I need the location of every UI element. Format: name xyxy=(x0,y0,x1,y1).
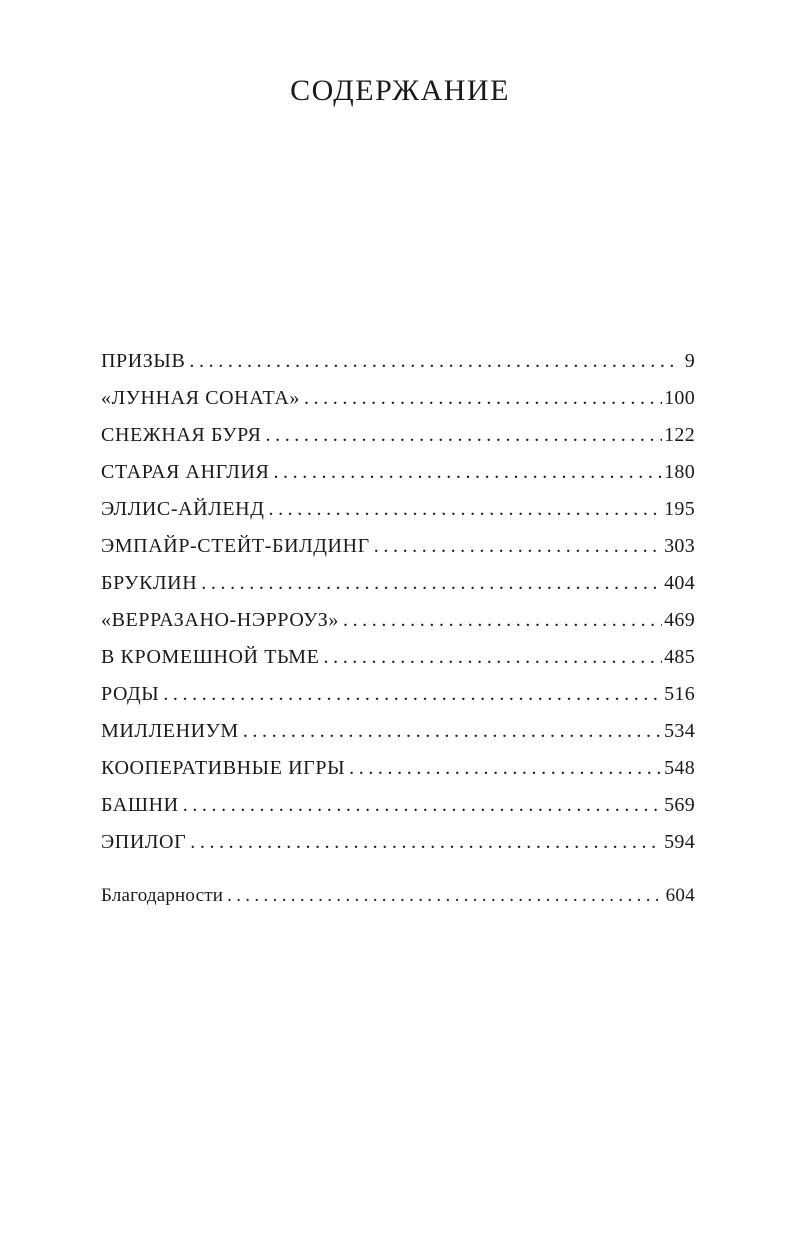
toc-entry[interactable] xyxy=(101,831,695,868)
toc-entry-page-number: 100 xyxy=(664,387,695,409)
toc-entry[interactable] xyxy=(101,757,695,794)
toc-entry-page-number: 594 xyxy=(664,831,695,853)
toc-entry[interactable] xyxy=(101,609,695,646)
toc-entry-page-number: 534 xyxy=(664,720,695,742)
toc-entry-label: «ЛУННАЯ СОНАТА» xyxy=(101,387,300,409)
dot-leader xyxy=(163,683,662,706)
toc-entry[interactable] xyxy=(101,350,695,387)
toc-entry-label: СНЕЖНАЯ БУРЯ xyxy=(101,424,262,446)
toc-entry-label: ЭЛЛИС-АЙЛЕНД xyxy=(101,498,265,520)
toc-entry[interactable] xyxy=(101,535,695,572)
toc-entry-label: МИЛЛЕНИУМ xyxy=(101,720,239,742)
toc-entry-page-number: 122 xyxy=(664,424,695,446)
toc-entry-page-number: 548 xyxy=(664,757,695,779)
dot-leader xyxy=(183,794,662,817)
toc-entry[interactable] xyxy=(101,387,695,424)
toc-entry-page-number: 569 xyxy=(664,794,695,816)
dot-leader xyxy=(227,885,664,907)
dot-leader xyxy=(324,646,663,669)
toc-entry-label: РОДЫ xyxy=(101,683,160,705)
toc-entry-label: БАШНИ xyxy=(101,794,179,816)
dot-leader xyxy=(201,572,662,595)
toc-entry-label: Благодарности xyxy=(101,885,224,906)
dot-leader xyxy=(189,350,673,373)
toc-entry[interactable] xyxy=(101,646,695,683)
toc-entry-page-number: 485 xyxy=(664,646,695,668)
toc-entry-page-number: 516 xyxy=(664,683,695,705)
toc-entry-label: ПРИЗЫВ xyxy=(101,350,186,372)
back-matter-list xyxy=(101,885,695,922)
table-of-contents xyxy=(101,350,695,868)
toc-entry[interactable] xyxy=(101,461,695,498)
toc-entry-page-number: 195 xyxy=(664,498,695,520)
toc-entry-label: КООПЕРАТИВНЫЕ ИГРЫ xyxy=(101,757,346,779)
toc-entry-page-number: 604 xyxy=(665,885,695,906)
toc-entry-label: «ВЕРРАЗАНО-НЭРРОУЗ» xyxy=(101,609,339,631)
toc-entry-page-number: 303 xyxy=(664,535,695,557)
toc-entry-page-number: 404 xyxy=(664,572,695,594)
dot-leader xyxy=(243,720,662,743)
dot-leader xyxy=(349,757,662,780)
toc-entry[interactable] xyxy=(101,572,695,609)
dot-leader xyxy=(190,831,662,854)
toc-entry[interactable] xyxy=(101,794,695,831)
toc-entry[interactable] xyxy=(101,720,695,757)
toc-entry[interactable] xyxy=(101,498,695,535)
toc-entry-label: ЭМПАЙР-СТЕЙТ-БИЛДИНГ xyxy=(101,535,370,557)
dot-leader xyxy=(343,609,662,632)
page-title: СОДЕРЖАНИЕ xyxy=(290,74,510,107)
toc-entry-page-number: 469 xyxy=(664,609,695,631)
toc-entry-page-number: 9 xyxy=(684,350,695,372)
dot-leader xyxy=(304,387,662,410)
dot-leader xyxy=(273,461,662,484)
toc-entry[interactable] xyxy=(101,424,695,461)
toc-entry-label: ЭПИЛОГ xyxy=(101,831,187,853)
toc-entry-label: СТАРАЯ АНГЛИЯ xyxy=(101,461,270,483)
toc-entry-page-number: 180 xyxy=(664,461,695,483)
toc-entry-acknowledgements[interactable] xyxy=(101,885,695,922)
dot-leader xyxy=(266,424,663,447)
dot-leader xyxy=(374,535,662,558)
toc-entry-label: В КРОМЕШНОЙ ТЬМЕ xyxy=(101,646,320,668)
toc-entry[interactable] xyxy=(101,683,695,720)
toc-entry-label: БРУКЛИН xyxy=(101,572,198,594)
dot-leader xyxy=(268,498,662,521)
